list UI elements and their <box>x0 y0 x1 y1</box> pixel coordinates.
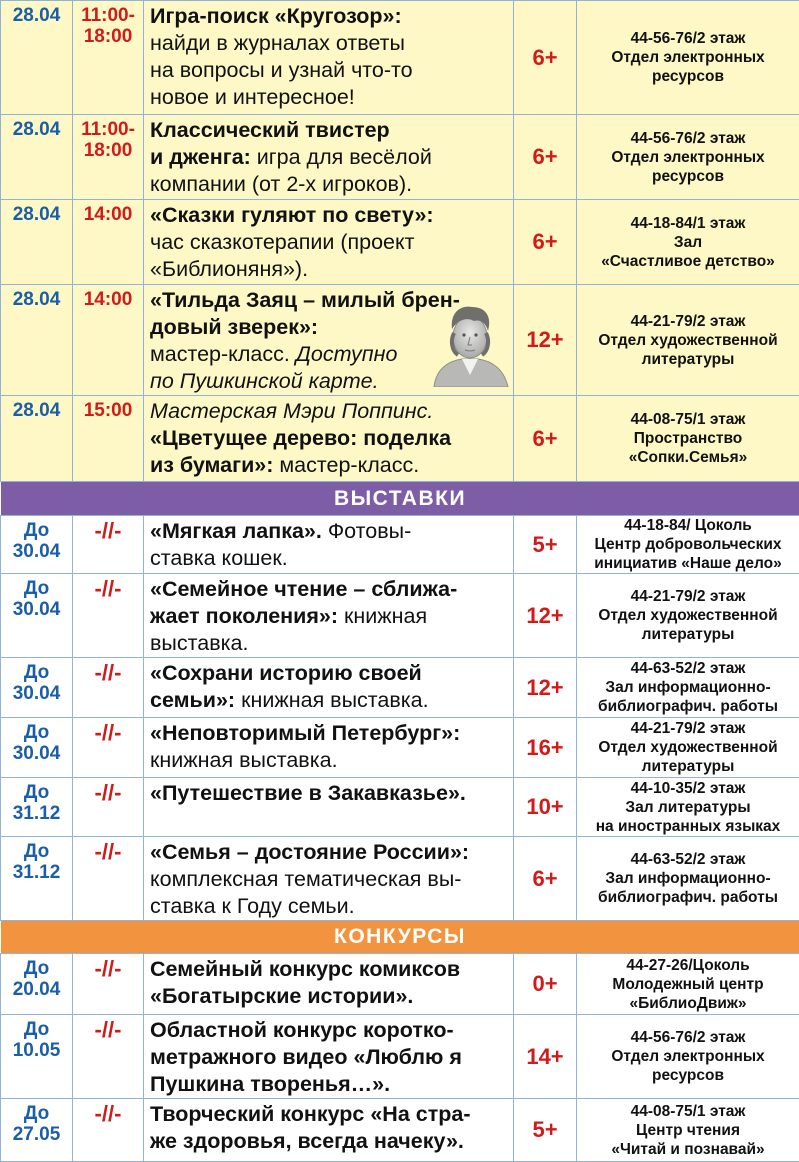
time-text: -//- <box>73 958 143 979</box>
description-cell <box>144 516 514 574</box>
age-rating: 6+ <box>532 45 557 70</box>
venue-cell <box>577 778 799 837</box>
description-cell <box>144 954 514 1015</box>
desc-line <box>150 3 509 30</box>
time-text: -//- <box>73 520 143 541</box>
desc-line <box>150 983 509 1010</box>
desc-segment: «Сохрани историю своей <box>150 661 422 685</box>
venue-line: Пространство <box>577 429 799 448</box>
time-cell <box>73 1 144 115</box>
age-rating-cell <box>514 718 577 778</box>
venue-line: Отдел художественной <box>577 606 799 625</box>
date-cell <box>1 516 73 574</box>
venue-line: Отдел электронных <box>577 148 799 167</box>
venue-cell <box>577 954 799 1015</box>
desc-segment: игра для весёлой <box>251 145 432 169</box>
venue-line: 44-27-26/Цоколь <box>577 956 799 975</box>
date-text: 28.04 <box>1 400 72 421</box>
venue-line: 44-56-76/2 этаж <box>577 129 799 148</box>
age-rating: 5+ <box>532 1117 557 1142</box>
age-rating-cell <box>514 1015 577 1099</box>
desc-segment: и дженга: <box>150 145 251 169</box>
description-cell <box>144 115 514 200</box>
age-rating-cell <box>514 658 577 718</box>
time-text: -//- <box>73 662 143 683</box>
date-text: 28.04 <box>1 5 72 26</box>
section-title: КОНКУРСЫ <box>1 921 799 954</box>
time-cell <box>73 837 144 921</box>
venue-line: библиографич. работы <box>577 888 799 907</box>
venue-line: на иностранных языках <box>577 817 799 836</box>
date-cell <box>1 396 73 482</box>
time-cell <box>73 115 144 200</box>
venue-line: 44-63-52/2 этаж <box>577 659 799 678</box>
venue-cell <box>577 718 799 778</box>
time-cell <box>73 200 144 285</box>
desc-segment: на вопросы и узнай что-то <box>150 58 413 82</box>
time-text: -//- <box>73 841 143 862</box>
venue-cell <box>577 115 799 200</box>
desc-segment: семьи»: <box>150 688 235 712</box>
age-rating-cell <box>514 516 577 574</box>
desc-segment: мастер-класс. <box>150 342 296 366</box>
date-cell <box>1 1 73 115</box>
desc-segment: по Пушкинской карте. <box>150 369 379 393</box>
desc-segment: ставка к Году семьи. <box>150 894 355 918</box>
venue-cell <box>577 516 799 574</box>
time-text: -//- <box>73 782 143 803</box>
age-rating: 5+ <box>532 532 557 557</box>
desc-segment: «Мягкая лапка». <box>150 519 322 543</box>
venue-line: библиографич. работы <box>577 697 799 716</box>
venue-line: «Читай и познавай» <box>577 1140 799 1159</box>
desc-segment: «Сказки гуляют по свету»: <box>150 203 434 227</box>
time-text: 14:00 <box>73 289 143 310</box>
description-cell <box>144 396 514 482</box>
desc-segment: книжная <box>338 604 427 628</box>
event-row <box>1 115 799 200</box>
age-rating-cell <box>514 778 577 837</box>
date-cell <box>1 718 73 778</box>
date-cell <box>1 837 73 921</box>
age-rating: 6+ <box>532 866 557 891</box>
desc-segment: найди в журналах ответы <box>150 31 405 55</box>
time-text: -//- <box>73 722 143 743</box>
desc-segment: же здоровья, всегда начеку». <box>150 1129 464 1153</box>
time-text: -//- <box>73 1019 143 1040</box>
venue-cell <box>577 658 799 718</box>
description-cell <box>144 658 514 718</box>
venue-cell <box>577 396 799 482</box>
description-cell <box>144 778 514 837</box>
date-text: 28.04 <box>1 204 72 225</box>
desc-segment: жает поколения»: <box>150 604 338 628</box>
desc-line <box>150 518 509 545</box>
venue-cell <box>577 1 799 115</box>
venue-line: 44-18-84/1 этаж <box>577 214 799 233</box>
venue-line: 44-63-52/2 этаж <box>577 850 799 869</box>
exhibition-row <box>1 1099 799 1162</box>
date-cell <box>1 658 73 718</box>
desc-line <box>150 256 509 283</box>
time-cell <box>73 516 144 574</box>
venue-line: Отдел художественной <box>577 738 799 757</box>
desc-segment: Областной конкурс коротко- <box>150 1018 454 1042</box>
time-text: 14:00 <box>73 204 143 225</box>
time-cell <box>73 396 144 482</box>
venue-line: 44-21-79/2 этаж <box>577 587 799 606</box>
time-text: -//- <box>73 1103 143 1124</box>
exhibition-row <box>1 658 799 718</box>
event-row <box>1 285 799 396</box>
desc-line <box>150 144 509 171</box>
date-text: До 20.04 <box>11 958 63 1000</box>
venue-line: ресурсов <box>577 167 799 186</box>
desc-line <box>150 839 509 866</box>
venue-line: Зал литературы <box>577 798 799 817</box>
venue-line: литературы <box>577 625 799 644</box>
desc-line <box>150 171 509 198</box>
time-cell <box>73 658 144 718</box>
desc-segment: книжная выставка. <box>235 688 429 712</box>
desc-line <box>150 57 509 84</box>
venue-line: Отдел электронных <box>577 48 799 67</box>
desc-segment: выставка. <box>150 631 248 655</box>
desc-segment: «Библионяня»). <box>150 257 308 281</box>
age-rating: 6+ <box>532 229 557 254</box>
desc-segment: мастер-класс. <box>273 453 419 477</box>
desc-line <box>150 660 509 687</box>
age-rating-cell <box>514 285 577 396</box>
date-text: До 10.05 <box>11 1019 63 1061</box>
venue-cell <box>577 1099 799 1162</box>
venue-line: Центр чтения <box>577 1121 799 1140</box>
desc-segment: книжная выставка. <box>150 748 338 772</box>
venue-line: инициатив «Наше дело» <box>577 554 799 573</box>
venue-line: литературы <box>577 757 799 776</box>
age-rating: 16+ <box>526 735 563 760</box>
description-cell <box>144 837 514 921</box>
desc-segment: Доступно <box>296 342 398 366</box>
date-text: 28.04 <box>1 289 72 310</box>
description-cell <box>144 1015 514 1099</box>
desc-segment: «Семейное чтение – сближа- <box>150 577 457 601</box>
venue-cell <box>577 574 799 658</box>
venue-line: Отдел электронных <box>577 1047 799 1066</box>
desc-line <box>150 84 509 111</box>
desc-segment: метражного видео «Люблю я <box>150 1045 462 1069</box>
exhibition-row <box>1 778 799 837</box>
date-cell <box>1 954 73 1015</box>
venue-line: Зал информационно- <box>577 678 799 697</box>
date-cell <box>1 1015 73 1099</box>
desc-line <box>150 893 509 920</box>
desc-segment: довый зверек»: <box>150 315 318 339</box>
venue-line: 44-10-35/2 этаж <box>577 779 799 798</box>
time-cell <box>73 718 144 778</box>
desc-line <box>150 202 509 229</box>
event-row <box>1 1 799 115</box>
desc-segment: «Тильда Заяц – милый брен- <box>150 288 460 312</box>
time-text: -//- <box>73 578 143 599</box>
desc-line <box>150 866 509 893</box>
event-row <box>1 396 799 482</box>
venue-line: «Сопки.Семья» <box>577 448 799 467</box>
pushkin-portrait-icon <box>428 299 512 387</box>
venue-cell <box>577 837 799 921</box>
date-text: До 30.04 <box>11 722 63 764</box>
exhibition-row <box>1 516 799 574</box>
desc-segment: компании (от 2-х игроков). <box>150 172 412 196</box>
age-rating-cell <box>514 396 577 482</box>
date-cell <box>1 285 73 396</box>
desc-line <box>150 780 509 807</box>
desc-line <box>150 720 509 747</box>
desc-line <box>150 1044 509 1071</box>
age-rating: 12+ <box>526 603 563 628</box>
venue-line: ресурсов <box>577 1066 799 1085</box>
time-text: 11:00-18:00 <box>77 119 139 161</box>
desc-line <box>150 576 509 603</box>
time-cell <box>73 285 144 396</box>
description-cell <box>144 1 514 115</box>
date-text: До 30.04 <box>11 578 63 620</box>
venue-line: 44-21-79/2 этаж <box>577 312 799 331</box>
age-rating-cell <box>514 115 577 200</box>
desc-line <box>150 229 509 256</box>
venue-line: Центр добровольческих <box>577 535 799 554</box>
venue-line: Отдел художественной <box>577 331 799 350</box>
date-cell <box>1 778 73 837</box>
description-cell <box>144 574 514 658</box>
age-rating-cell <box>514 1 577 115</box>
description-cell <box>144 718 514 778</box>
venue-line: «Счастливое детство» <box>577 252 799 271</box>
venue-line: 44-18-84/ Цоколь <box>577 516 799 535</box>
time-text: 11:00-18:00 <box>77 5 139 47</box>
venue-line: 44-08-75/1 этаж <box>577 410 799 429</box>
desc-line <box>150 630 509 657</box>
desc-line <box>150 1101 509 1128</box>
desc-segment: комплексная тематическая вы- <box>150 867 461 891</box>
venue-line: 44-56-76/2 этаж <box>577 29 799 48</box>
schedule-body <box>1 1 799 1162</box>
desc-segment: «Цветущее дерево: поделка <box>150 426 451 450</box>
age-rating: 14+ <box>526 1044 563 1069</box>
time-cell <box>73 1015 144 1099</box>
desc-segment: Мастерская Мэри Поппинс. <box>150 399 433 423</box>
age-rating: 6+ <box>532 144 557 169</box>
desc-line <box>150 545 509 572</box>
time-text: 15:00 <box>73 400 143 421</box>
section-header <box>1 921 799 954</box>
venue-line: Молодежный центр <box>577 975 799 994</box>
desc-segment: Пушкина творенья…». <box>150 1072 390 1096</box>
date-text: До 30.04 <box>11 662 63 704</box>
age-rating-cell <box>514 200 577 285</box>
venue-line: 44-56-76/2 этаж <box>577 1028 799 1047</box>
venue-cell <box>577 285 799 396</box>
desc-segment: из бумаги»: <box>150 453 273 477</box>
age-rating: 12+ <box>526 675 563 700</box>
desc-line <box>150 425 509 452</box>
time-cell <box>73 954 144 1015</box>
desc-line <box>150 30 509 57</box>
event-row <box>1 200 799 285</box>
venue-line: «БиблиоДвиж» <box>577 994 799 1013</box>
desc-line <box>150 747 509 774</box>
desc-line <box>150 452 509 479</box>
desc-line <box>150 956 509 983</box>
date-cell <box>1 1099 73 1162</box>
venue-cell <box>577 1015 799 1099</box>
age-rating-cell <box>514 837 577 921</box>
desc-segment: новое и интересное! <box>150 85 355 109</box>
venue-line: Зал информационно- <box>577 869 799 888</box>
age-rating-cell <box>514 954 577 1015</box>
time-cell <box>73 1099 144 1162</box>
date-text: До 31.12 <box>11 841 63 883</box>
age-rating: 10+ <box>526 794 563 819</box>
date-cell <box>1 200 73 285</box>
venue-cell <box>577 200 799 285</box>
desc-line <box>150 1128 509 1155</box>
age-rating-cell <box>514 1099 577 1162</box>
date-text: До 31.12 <box>11 782 63 824</box>
time-cell <box>73 574 144 658</box>
desc-line <box>150 687 509 714</box>
desc-segment: Классический твистер <box>150 118 390 142</box>
age-rating: 6+ <box>532 426 557 451</box>
desc-segment: «Семья – достояние России»: <box>150 840 469 864</box>
exhibition-row <box>1 837 799 921</box>
date-text: До 30.04 <box>11 520 63 562</box>
age-rating: 0+ <box>532 971 557 996</box>
date-text: До 27.05 <box>11 1103 63 1145</box>
desc-segment: час сказкотерапии (проект <box>150 230 415 254</box>
date-text: 28.04 <box>1 119 72 140</box>
desc-segment: Семейный конкурс комиксов <box>150 957 460 981</box>
description-cell <box>144 1099 514 1162</box>
age-rating: 12+ <box>526 327 563 352</box>
desc-segment: «Богатырские истории». <box>150 984 413 1008</box>
venue-line: 44-21-79/2 этаж <box>577 719 799 738</box>
date-cell <box>1 115 73 200</box>
venue-line: Зал <box>577 233 799 252</box>
desc-segment: Фотовы- <box>322 519 411 543</box>
desc-segment: ставка кошек. <box>150 546 288 570</box>
desc-line <box>150 603 509 630</box>
desc-segment: «Путешествие в Закавказье». <box>150 781 466 805</box>
age-rating-cell <box>514 574 577 658</box>
exhibition-row <box>1 718 799 778</box>
desc-line <box>150 1017 509 1044</box>
section-title: ВЫСТАВКИ <box>1 482 799 516</box>
venue-line: ресурсов <box>577 67 799 86</box>
desc-segment: Творческий конкурс «На стра- <box>150 1102 471 1126</box>
desc-segment: «Неповторимый Петербург»: <box>150 721 460 745</box>
exhibition-row <box>1 954 799 1015</box>
desc-segment: Игра-поиск «Кругозор»: <box>150 4 402 28</box>
desc-line <box>150 1071 509 1098</box>
section-header <box>1 482 799 516</box>
time-cell <box>73 778 144 837</box>
description-cell <box>144 200 514 285</box>
venue-line: литературы <box>577 350 799 369</box>
exhibition-row <box>1 574 799 658</box>
exhibition-row <box>1 1015 799 1099</box>
date-cell <box>1 574 73 658</box>
venue-line: 44-08-75/1 этаж <box>577 1102 799 1121</box>
desc-line <box>150 398 509 425</box>
desc-line <box>150 117 509 144</box>
